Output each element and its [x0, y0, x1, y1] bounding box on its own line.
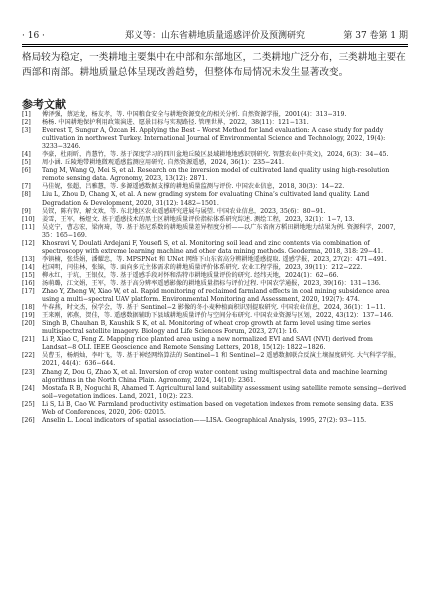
reference-number: [2]	[22, 119, 31, 127]
reference-text: Anselin L. Local indicators of spatial association——LISA. Geographical Analysis, 1995, 27(2): 93−115.	[42, 416, 367, 424]
page-number: · 16 ·	[22, 31, 45, 41]
reference-text: Tang M, Wang Q, Mei S, et al. Research on the inversion model of cultivated land quality using high-resolution remote sensing data. Agronomy, 2023, 13(12): 2871.	[42, 167, 390, 183]
reference-list	[22, 111, 408, 425]
reference-number: [3]	[22, 127, 31, 135]
reference-number: [18]	[22, 304, 35, 312]
reference-text: 汤萌璐，江文娟，王军，等. 基于高分辨率遥感影像的耕地质量指标与评价过程. 中国农学通报，2023, 39(16)：131−136.	[42, 279, 381, 287]
reference-number: [25]	[22, 400, 35, 408]
reference-item	[22, 369, 408, 385]
header-rule-thin	[22, 46, 408, 47]
reference-text: 姜雪，王军，杨煜文. 基于遥感技术的黑土区耕地质量评价指标体系研究综述. 测绘工程，2023, 32(1)：1−7, 13.	[42, 215, 355, 223]
reference-text: 吴钗，陈有智，解文欢，等. 东北地区农业遥感研究进展与展望. 中国农业信息，2023, 35(6)：80−91.	[42, 207, 326, 215]
reference-item	[22, 208, 408, 216]
reference-number: [23]	[22, 368, 35, 376]
reference-number: [22]	[22, 352, 35, 360]
reference-item	[22, 191, 408, 207]
reference-text: Singh B, Chauhan B, Kaushik S K, et al. Monitoring of wheat crop growth at farm level using time series multispectral satellite imagery. Biology and Life Sciences Forum, 2023, 27(1): 16.	[42, 320, 371, 336]
reference-number: [15]	[22, 271, 35, 279]
reference-item	[22, 240, 408, 256]
reference-number: [7]	[22, 183, 31, 191]
volume-issue: 第 37 卷第 1 期	[343, 31, 408, 41]
reference-number: [20]	[22, 320, 35, 328]
reference-item	[22, 216, 408, 224]
reference-text: 吴曹玉，杨炳灿，李叶飞，等. 基于神经网络算法的 Sentinel−1 和 Sentinel−2 遥感数据联合反演土壤湿度研究. 大气科学学报，2021, 44(4)：636−644.	[42, 352, 401, 368]
reference-text: Mostafa R B, Noguchi R, Ahamed T. Agricultural land suitability assessment using satellite remote sensing−derived soil−vegetation indices. Land, 2021, 10(2): 223.	[42, 384, 407, 400]
reference-item	[22, 272, 408, 280]
reference-item	[22, 224, 408, 240]
body-paragraph: 格局较为稳定，一类耕地主要集中在中部和东部地区，二类耕地广泛分布，三类耕地主要在西部和南部。耕地质量总体呈现改善趋势，但整体布局情况未发生显著改变。	[22, 52, 406, 78]
reference-item	[22, 304, 408, 312]
reference-item	[22, 119, 408, 127]
reference-number: [12]	[22, 239, 35, 247]
reference-number: [5]	[22, 159, 31, 167]
reference-number: [14]	[22, 263, 35, 271]
reference-number: [19]	[22, 312, 35, 320]
reference-number: [4]	[22, 151, 31, 159]
reference-item	[22, 127, 408, 151]
reference-text: 马佳妮，张超，吕雅慧，等. 多源遥感数据支撑的耕地质量监测与评价. 中国农业信息，2018, 30(3)：14−22.	[42, 183, 345, 191]
reference-text: Li S, Li B, Cao W. Farmland productivity estimation based on vegetation indexes from remote sensing data. E3S Web of Conferences, 2020, 206: 02015.	[42, 400, 394, 416]
reference-text: 傅泽强，蔡运龙，杨友孝，等. 中国粮食安全与耕地资源变化的相关分析. 自然资源学报，2001(4)：313−319.	[42, 111, 347, 118]
page-header	[22, 28, 408, 44]
reference-item	[22, 385, 408, 401]
reference-number: [8]	[22, 191, 31, 199]
reference-text: 李镇楠，张岱娟，潘耀忠，等. MPSPNet 和 UNet 网络下山东省高分辨耕地遥感提取. 遥感学报，2023, 27(2)：471−491.	[42, 255, 387, 263]
reference-number: [11]	[22, 223, 35, 231]
reference-number: [24]	[22, 384, 35, 392]
reference-text: Liu L, Zhou D, Chang X, et al. A new grading system for evaluating China’s cultivated land quality. Land Degradation & Development, 2020, 31(12): 1482−1501.	[42, 191, 370, 207]
reference-text: 杨杨. 中国耕地保护利用政策演进、愿景目标与实现路径. 管理世界，2022，38(11)：121−131.	[42, 119, 309, 127]
reference-item	[22, 111, 408, 119]
reference-item	[22, 288, 408, 304]
reference-number: [26]	[22, 416, 35, 424]
reference-text: 王来刚，郭燕，贺佳，等. 遥感数据辅助下县域耕地质量评价与空间分布研究. 中国农业资源与区划，2022, 43(12)：137−146.	[42, 312, 394, 320]
reference-number: [6]	[22, 167, 31, 175]
reference-item	[22, 417, 408, 425]
reference-text: 牛春燕，时文杰，侯学会，等. 基于 Sentinel−2 影像的冬小麦种植面积识别提取研究. 中国农业信息，2024, 36(1)：1−11.	[42, 304, 386, 312]
reference-text: Li P, Xiao C, Feng Z. Mapping rice planted area using a new normalized EVI and SAVI (NVI) derived from Landsat−8 OLI. IEEE Geoscience and Remote Sensing Letters, 2018, 15(12): 1822−1826.	[42, 336, 373, 352]
reference-number: [9]	[22, 207, 31, 215]
reference-item	[22, 183, 408, 191]
reference-item	[22, 352, 408, 368]
reference-item	[22, 264, 408, 272]
reference-number: [10]	[22, 215, 35, 223]
reference-item	[22, 159, 408, 167]
reference-number: [13]	[22, 255, 35, 263]
reference-text: 杜国明，闫佳林，张锦，等. 面向多元主体需求的耕地质量评价体系研究. 农业工程学报，2023, 39(11)：212−222.	[42, 263, 363, 271]
reference-text: Everest T, Sungur A, Özcan H. Applying the Best – Worst Method for land evaluation: A case study for paddy cultivation in northwest Turkey. International Journal of Environmental Science and Technology, 2022, 19(4): 3233−3246.	[42, 127, 386, 151]
reference-text: 柳永红，于坑，王银仅，等. 基于遥感手段对怀和浩特市耕地质量评价的研究. 经纬天地，2024(1)：62−66.	[42, 271, 339, 279]
reference-number: [1]	[22, 111, 31, 118]
reference-text: 李豪，杜雨昕，肖慧竹，等. 基于深度学习的四川盆地丘陵区县域耕地地感识别研究. 智慧农业(中英文)，2024, 6(3)：34−45.	[42, 151, 389, 159]
reference-text: Zhang Z, Dou G, Zhao X, et al. Inversion of crop water content using multispectral data and machine learning algorithms in the North China Plain. Agronomy, 2024, 14(10): 2361.	[42, 368, 388, 384]
references-heading: 参考文献	[22, 98, 66, 111]
reference-item	[22, 256, 408, 264]
reference-item	[22, 312, 408, 320]
reference-number: [17]	[22, 288, 35, 296]
reference-text: 周小涵. 丘陵地带耕地微观遥感监测应用研究. 自然资源遥感，2024, 36(1)：235−241.	[42, 159, 285, 167]
reference-item	[22, 167, 408, 183]
header-rule-thick	[22, 44, 408, 45]
reference-text: 吴克宁，曹志宏，梁南琦，等. 基于基尼系数的耕地质量差异程度分析——以广东省南方稻田耕地地力结果为例. 资源科学，2007, 35：165−169.	[42, 223, 396, 239]
reference-item	[22, 336, 408, 352]
reference-text: Zhao Y, Zheng W, Xiao W, et al. Rapid monitoring of reclaimed farmland effects in coal mining subsidence area using a multi−spectral UAV platform. Environmental Monitoring and Assessment, 2020, 192(7): 474.	[42, 288, 390, 304]
reference-item	[22, 401, 408, 417]
reference-number: [16]	[22, 279, 35, 287]
reference-item	[22, 320, 408, 336]
reference-text: Khosravi V, Doulati Ardejani F, Yousefi S, et al. Monitoring soil lead and zinc contents via combination of spectroscopy with extreme learning machine and other data mining methods. Geoderma, 2018, 318: 29−41.	[42, 239, 383, 255]
reference-item	[22, 280, 408, 288]
running-title: 郑义等：山东省耕地质量遥感评价及预测研究	[124, 31, 305, 41]
reference-number: [21]	[22, 336, 35, 344]
